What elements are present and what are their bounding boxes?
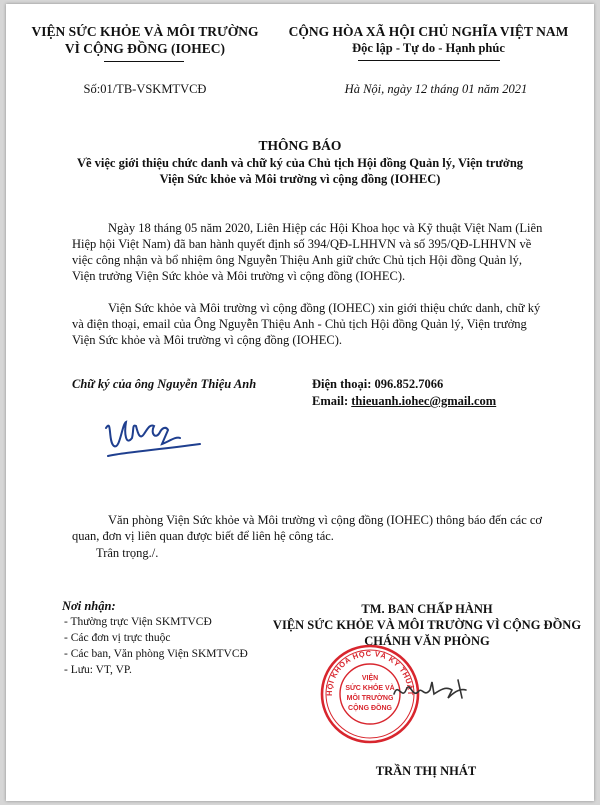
phone-number: Điện thoại: 096.852.7066 bbox=[312, 377, 444, 391]
sample-signature-icon bbox=[96, 412, 206, 472]
nation-motto: Độc lập - Tự do - Hạnh phúc bbox=[352, 41, 505, 55]
seal-center-line3: MÔI TRƯỜNG bbox=[346, 695, 394, 702]
signer-title-line1: TM. BAN CHẤP HÀNH bbox=[361, 602, 493, 616]
seal-ring-text: HỘI KHOA HỌC VÀ KỸ THUẬT bbox=[324, 648, 416, 697]
email-label: Email: bbox=[312, 394, 352, 408]
para1-line1: Ngày 18 tháng 05 năm 2020, Liên Hiệp các Hội Khoa học và Kỹ thuật Việt Nam (Liên bbox=[108, 221, 543, 235]
recipient-item: - Các đơn vị trực thuộc bbox=[64, 632, 171, 644]
seal-center-line1: VIỆN bbox=[361, 675, 379, 682]
para1-line4: Viện trưởng Viện Sức khỏe và Môi trường vì cộng đồng (IOHEC). bbox=[72, 269, 406, 283]
recipients-heading: Nơi nhận: bbox=[62, 599, 116, 613]
signer-name: TRẦN THỊ NHÁT bbox=[375, 764, 477, 778]
org-underline bbox=[104, 61, 184, 62]
para2-line3: Viện Sức khỏe và Môi trường vì cộng đồng (IOHEC). bbox=[72, 333, 343, 347]
signature-label: Chữ ký của ông Nguyễn Thiệu Anh bbox=[72, 377, 257, 391]
signer-title-line2: VIỆN SỨC KHỎE VÀ MÔI TRƯỜNG VÌ CỘNG ĐỒNG bbox=[272, 618, 582, 632]
para3-line1: Văn phòng Viện Sức khỏe và Môi trường vì cộng đồng (IOHEC) thông báo đến các cơ bbox=[108, 513, 543, 527]
para3-line2: quan, đơn vị liên quan được biết để liên hệ công tác. bbox=[72, 529, 334, 543]
recipient-item: - Các ban, Văn phòng Viện SKMTVCĐ bbox=[64, 648, 248, 660]
para1-line2: Hiệp hội Việt Nam) đã ban hành quyết định số 394/QĐ-LHHVN và số 395/QĐ-LHHVN về bbox=[72, 237, 532, 251]
document-number: Số:01/TB-VSKMTVCĐ bbox=[83, 82, 207, 96]
signer-signature-icon bbox=[388, 672, 478, 708]
motto-underline bbox=[358, 60, 500, 61]
seal-center-line4: CỘNG ĐỒNG bbox=[348, 705, 392, 712]
notice-subject-line2: Viện Sức khỏe và Môi trường vì cộng đồng (IOHEC) bbox=[159, 172, 441, 186]
para2-line2: và điện thoại, email của Ông Nguyễn Thiệu Anh - Chủ tịch Hội đồng Quản lý, Viện trưởng bbox=[72, 317, 527, 331]
document-page bbox=[6, 4, 594, 801]
org-name-line2: VÌ CỘNG ĐỒNG (IOHEC) bbox=[64, 41, 226, 56]
closing-line: Trân trọng./. bbox=[96, 546, 159, 560]
notice-title: THÔNG BÁO bbox=[258, 138, 342, 153]
para2-line1: Viện Sức khỏe và Môi trường vì cộng đồng (IOHEC) xin giới thiệu chức danh, chữ ký bbox=[108, 301, 541, 315]
place-date: Hà Nội, ngày 12 tháng 01 năm 2021 bbox=[344, 82, 528, 96]
notice-subject-line1: Về việc giới thiệu chức danh và chữ ký của Chủ tịch Hội đồng Quản lý, Viện trưởng bbox=[76, 156, 524, 170]
nation-name: CỘNG HÒA XÃ HỘI CHỦ NGHĨA VIỆT NAM bbox=[288, 24, 569, 39]
recipient-item: - Lưu: VT, VP. bbox=[64, 664, 132, 676]
signer-title-line3: CHÁNH VĂN PHÒNG bbox=[364, 634, 490, 648]
email-link[interactable]: thieuanh.iohec@gmail.com bbox=[351, 394, 497, 408]
email-row bbox=[312, 394, 496, 409]
para1-line3: việc công nhận và bổ nhiệm ông Nguyễn Thiệu Anh giữ chức Chủ tịch Hội đồng Quản lý, bbox=[72, 253, 523, 267]
org-name-line1: VIỆN SỨC KHỎE VÀ MÔI TRƯỜNG bbox=[31, 24, 259, 39]
recipient-item: - Thường trực Viện SKMTVCĐ bbox=[64, 616, 212, 628]
seal-center-line2: SỨC KHỎE VÀ bbox=[345, 685, 395, 692]
